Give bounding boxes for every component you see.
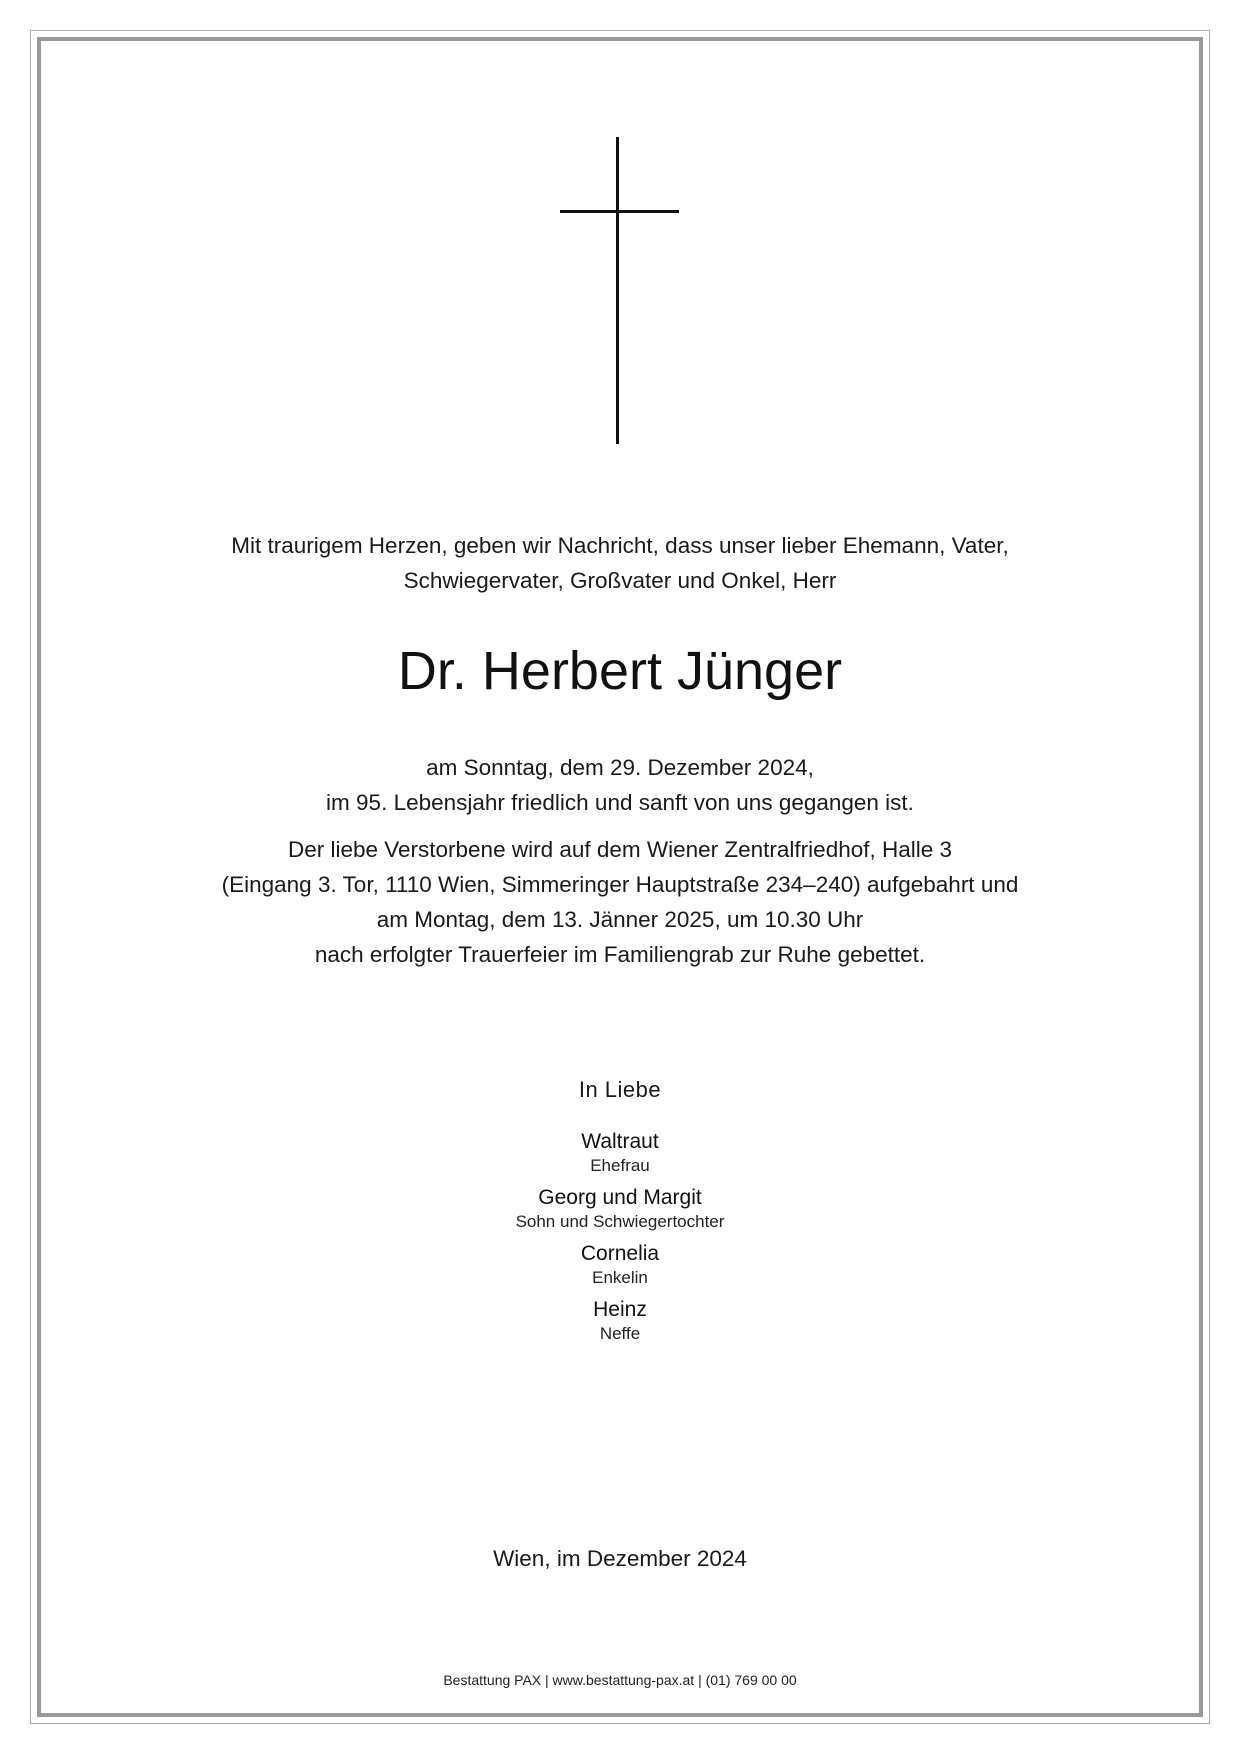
mourner-relation: Sohn und Schwiegertochter [515, 1212, 725, 1231]
cross-icon-vertical-bar [616, 137, 619, 444]
footer-contact: Bestattung PAX | www.bestattung-pax.at | (01) 769 00 00 [443, 1672, 797, 1688]
mourner-name: Heinz [593, 1298, 647, 1321]
mourner-item [0, 1185, 1240, 1232]
intro-line-1: Mit traurigem Herzen, geben wir Nachricht, dass unser lieber Ehemann, Vater, [231, 533, 1009, 558]
intro-line-2: Schwiegervater, Großvater und Onkel, Herr [403, 568, 837, 593]
mourner-item [0, 1129, 1240, 1176]
mourner-item [0, 1297, 1240, 1344]
death-date-line: am Sonntag, dem 29. Dezember 2024, [426, 755, 814, 780]
mourner-name: Cornelia [580, 1242, 660, 1265]
mourner-relation: Enkelin [592, 1268, 648, 1287]
age-line: im 95. Lebensjahr friedlich und sanft von uns gegangen ist. [326, 790, 914, 815]
funeral-date-line: am Montag, dem 13. Jänner 2025, um 10.30 Uhr [376, 907, 864, 932]
burial-line: nach erfolgter Trauerfeier im Familiengrab zur Ruhe gebettet. [314, 942, 926, 967]
mourner-name: Waltraut [581, 1130, 659, 1153]
funeral-details [0, 832, 1240, 972]
mourner-relation: Ehefrau [590, 1156, 650, 1175]
mourner-item [0, 1241, 1240, 1288]
in-liebe-heading: In Liebe [578, 1077, 662, 1102]
funeral-location-line: Der liebe Verstorbene wird auf dem Wiener Zentralfriedhof, Halle 3 [287, 837, 953, 862]
cross-icon-horizontal-bar [560, 210, 679, 213]
funeral-address-line: (Eingang 3. Tor, 1110 Wien, Simmeringer Hauptstraße 234–240) aufgebahrt und [221, 872, 1019, 897]
mourner-name: Georg und Margit [538, 1186, 702, 1209]
mourners-list [0, 1129, 1240, 1353]
death-details [0, 750, 1240, 820]
place-date: Wien, im Dezember 2024 [493, 1546, 747, 1571]
mourner-relation: Neffe [599, 1324, 641, 1343]
deceased-name: Dr. Herbert Jünger [397, 641, 843, 701]
intro-text [0, 528, 1240, 598]
